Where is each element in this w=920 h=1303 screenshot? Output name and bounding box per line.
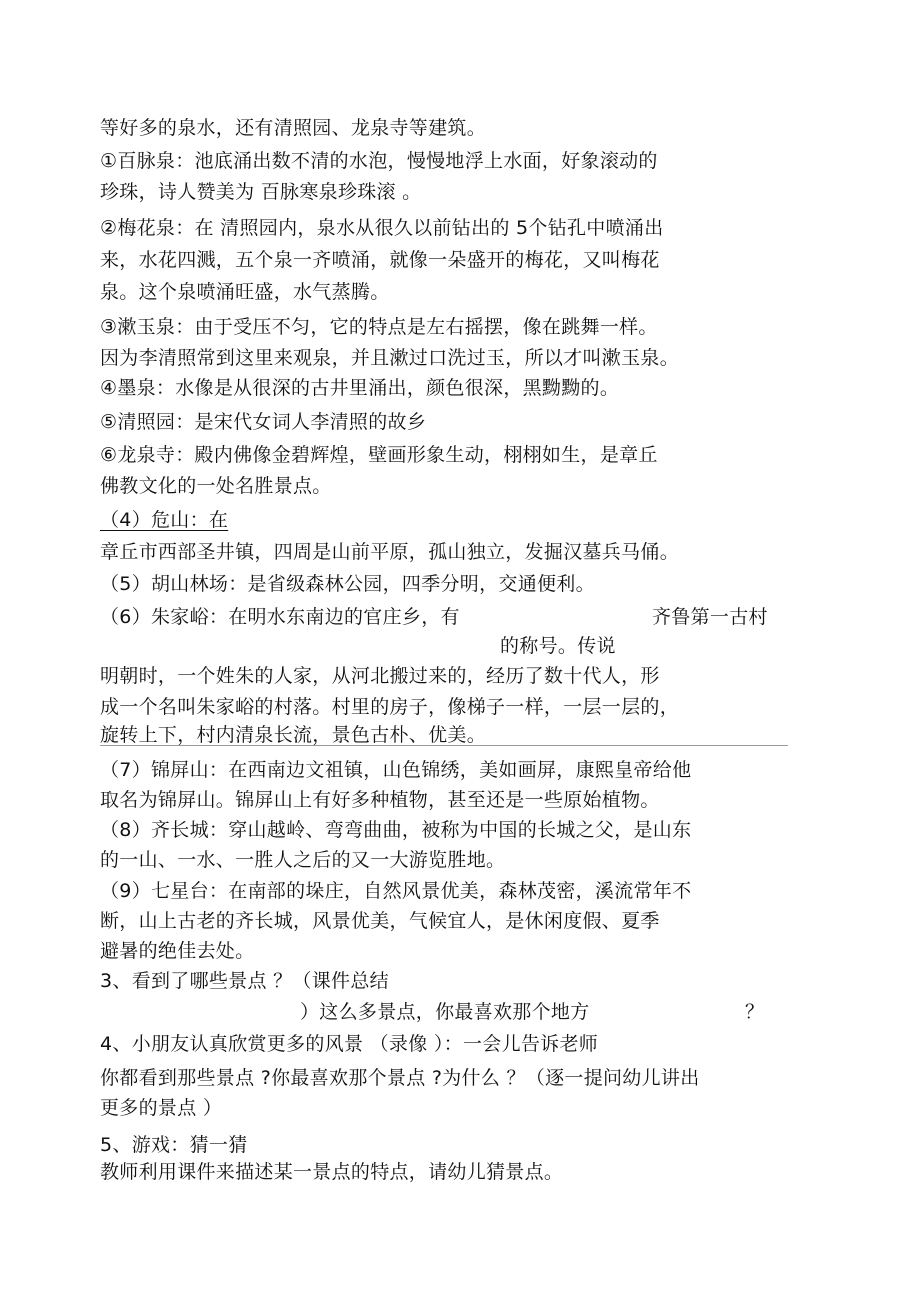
text-line: 3、看到了哪些景点 ？（课件总结: [100, 970, 389, 992]
text-line: 泉。这个泉喷涌旺盛，水气蒸腾。: [100, 281, 390, 303]
text-line: 你都看到那些景点 ?你最喜欢那个景点 ?为什么 ？（逐一提问幼儿讲出: [100, 1067, 700, 1089]
text-line: 避暑的绝佳去处。: [100, 940, 255, 962]
text-line: 5、游戏：猜一猜: [100, 1134, 248, 1156]
text-line: ）这么多景点，你最喜欢那个地方: [300, 1001, 590, 1023]
text-line: 珍珠，诗人赞美为 百脉寒泉珍珠滚 。: [100, 181, 422, 203]
text-line: （6）朱家峪：在明水东南边的官庄乡，有: [100, 606, 460, 628]
text-line: ②梅花泉：在 清照园内，泉水从很久以前钻出的 5个钻孔中喷涌出: [100, 217, 664, 239]
text-line: 等好多的泉水，还有清照园、龙泉寺等建筑。: [100, 117, 487, 139]
text-line: 明朝时，一个姓朱的人家，从河北搬过来的，经历了数十代人，形: [100, 665, 660, 687]
text-line: ③漱玉泉：由于受压不匀，它的特点是左右摇摆，像在跳舞一样。: [100, 316, 658, 338]
text-line: 的称号。传说: [500, 635, 616, 657]
text-line: （5）胡山林场：是省级森林公园，四季分明，交通便利。: [100, 573, 595, 595]
text-line: （8）齐长城：穿山越岭、弯弯曲曲，被称为中国的长城之父，是山东: [100, 819, 692, 841]
text-line: 的一山、一水、一胜人之后的又一大游览胜地。: [100, 849, 506, 871]
text-line: ⑥龙泉寺：殿内佛像金碧辉煌，壁画形象生动，栩栩如生，是章丘: [100, 444, 658, 466]
text-line: 齐鲁第一古村: [652, 606, 768, 628]
text-line: 4、小朋友认真欣赏更多的风景 （录像 ）：一会儿告诉老师: [100, 1033, 599, 1055]
text-line: ？: [745, 1001, 765, 1023]
divider-line: [100, 745, 788, 746]
text-line: 来，水花四溅，五个泉一齐喷涌，就像一朵盛开的梅花，又叫梅花: [100, 249, 660, 271]
text-line: 因为李清照常到这里来观泉，并且漱过口洗过玉，所以才叫漱玉泉。: [100, 347, 680, 369]
text-line: ④墨泉：水像是从很深的古井里涌出，颜色很深，黑黝黝的。: [100, 377, 620, 399]
section-heading: （4）危山：在: [100, 509, 229, 531]
text-line: 断，山上古老的齐长城，风景优美，气候宜人，是休闲度假、夏季: [100, 910, 660, 932]
text-line: ⑤清照园：是宋代女词人李清照的故乡: [100, 411, 427, 433]
text-line: （7）锦屏山：在西南边文祖镇，山色锦绣，美如画屏，康熙皇帝给他: [100, 759, 692, 781]
text-line: 旋转上下，村内清泉长流，景色古朴、优美。: [100, 724, 487, 746]
text-line: 教师利用课件来描述某一景点的特点，请幼儿猜景点。: [100, 1161, 564, 1183]
text-line: （9）七星台：在南部的垛庄，自然风景优美，森林茂密，溪流常年不: [100, 880, 692, 902]
text-line: 取名为锦屏山。锦屏山上有好多种植物，甚至还是一些原始植物。: [100, 789, 660, 811]
text-line: ①百脉泉：池底涌出数不清的水泡，慢慢地浮上水面，好象滚动的: [100, 150, 658, 172]
text-line: 成一个名叫朱家峪的村落。村里的房子，像梯子一样，一层一层的，: [100, 696, 680, 718]
text-line: 佛教文化的一处名胜景点。: [100, 475, 332, 497]
text-line: 章丘市西部圣井镇，四周是山前平原，孤山独立，发掘汉墓兵马俑。: [100, 541, 680, 563]
text-line: 更多的景点 ）: [100, 1097, 223, 1119]
